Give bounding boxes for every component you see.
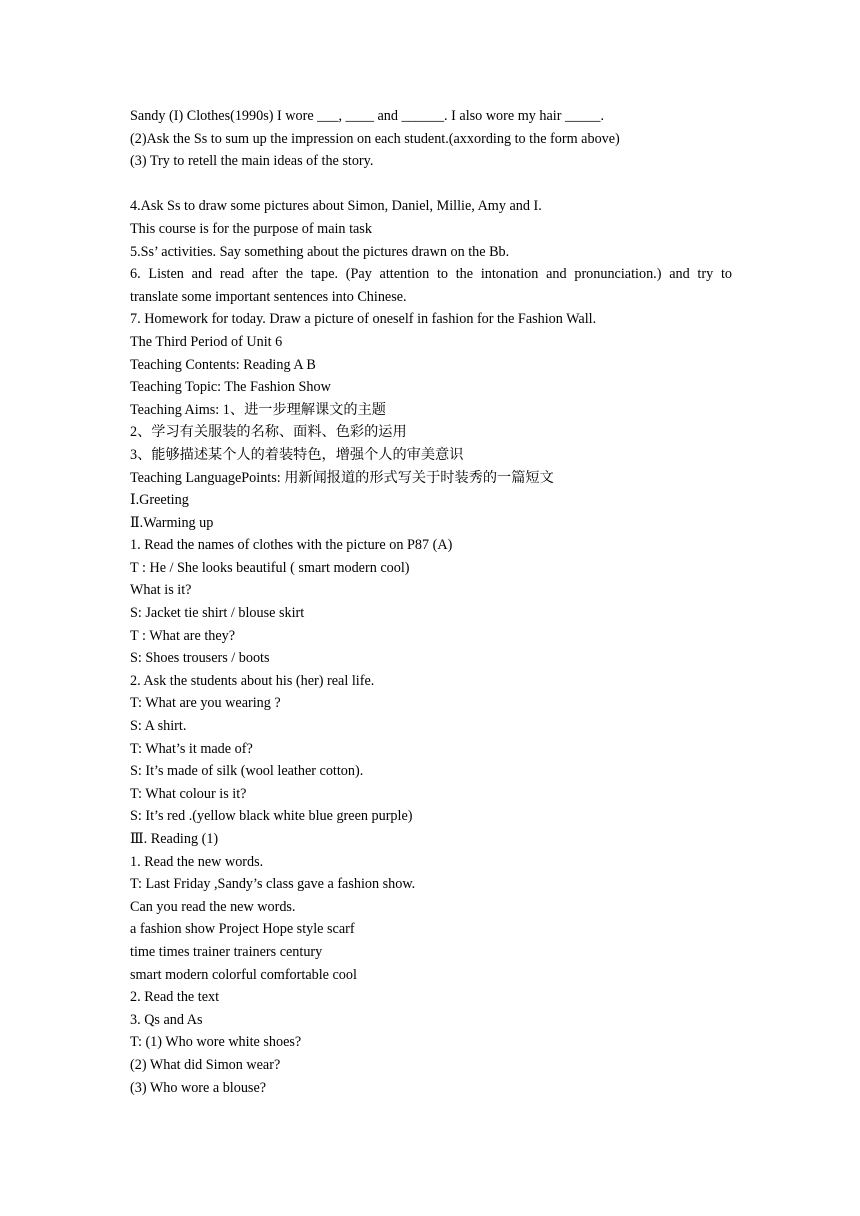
text-line: Sandy (I) Clothes(1990s) I wore ___, ____ and ______. I also wore my hair _____. <box>130 108 605 124</box>
text-line: Ⅱ.Warming up <box>130 514 214 531</box>
text-line: T: What are you wearing ? <box>130 695 281 712</box>
text-line: T : He / She looks beautiful ( smart modern cool) <box>130 559 410 576</box>
text-line: Can you read the new words. <box>130 898 296 915</box>
blank-line <box>130 173 732 196</box>
text-line: T : What are they? <box>130 627 236 644</box>
text-line: 5.Ss’ activities. Say something about the pictures drawn on the Bb. <box>130 243 510 260</box>
text-line: S: A shirt. <box>130 718 187 735</box>
text-line: 4.Ask Ss to draw some pictures about Simon, Daniel, Millie, Amy and I. <box>130 198 542 215</box>
text-line: S: It’s made of silk (wool leather cotton). <box>130 763 364 780</box>
text-line: (2)Ask the Ss to sum up the impression on each student.(axxording to the form above) <box>130 130 620 147</box>
text-line: 6. Listen and read after the tape. (Pay attention to the intonation and pronunciation.) and try to <box>130 266 732 283</box>
text-line: Teaching LanguagePoints: 用新闻报道的形式写关于时装秀的一篇短文 <box>130 469 554 486</box>
text-line: 7. Homework for today. Draw a picture of oneself in fashion for the Fashion Wall. <box>130 311 597 328</box>
text-line: 3. Qs and As <box>130 1011 203 1028</box>
text-line: time times trainer trainers century <box>130 943 323 960</box>
document-page <box>130 105 732 1099</box>
text-line: Teaching Topic: The Fashion Show <box>130 379 331 396</box>
text-line: 2. Ask the students about his (her) real life. <box>130 672 375 689</box>
text-line: S: Jacket tie shirt / blouse skirt <box>130 605 305 622</box>
text-line: 3、能够描述某个人的着装特色，增强个人的审美意识 <box>130 446 464 463</box>
text-line: T: What colour is it? <box>130 785 247 802</box>
text-line: This course is for the purpose of main task <box>130 220 372 237</box>
text-line: Teaching Aims: 1、进一步理解课文的主题 <box>130 401 386 418</box>
text-line: 2. Read the text <box>130 989 220 1006</box>
text-line: T: Last Friday ,Sandy’s class gave a fashion show. <box>130 876 416 893</box>
text-line: 1. Read the names of clothes with the picture on P87 (A) <box>130 537 453 554</box>
text-line: Ⅲ. Reading (1) <box>130 831 219 847</box>
text-line: (3) Who wore a blouse? <box>130 1079 267 1096</box>
text-line: S: Shoes trousers / boots <box>130 650 270 667</box>
text-line: smart modern colorful comfortable cool <box>130 966 357 983</box>
text-line: S: It’s red .(yellow black white blue green purple) <box>130 808 413 825</box>
text-line: (2) What did Simon wear? <box>130 1056 281 1073</box>
text-line: Ⅰ.Greeting <box>130 492 189 509</box>
text-line: The Third Period of Unit 6 <box>130 333 283 350</box>
text-line: translate some important sentences into Chinese. <box>130 288 407 305</box>
text-line: 1. Read the new words. <box>130 853 264 870</box>
text-line: T: (1) Who wore white shoes? <box>130 1034 302 1051</box>
text-line: T: What’s it made of? <box>130 740 253 757</box>
text-line: Teaching Contents: Reading A B <box>130 356 316 373</box>
text-line: 2、学习有关服装的名称、面料、色彩的运用 <box>130 424 407 441</box>
text-line: (3) Try to retell the main ideas of the story. <box>130 153 374 170</box>
text-line: a fashion show Project Hope style scarf <box>130 921 355 938</box>
text-line: What is it? <box>130 582 192 599</box>
